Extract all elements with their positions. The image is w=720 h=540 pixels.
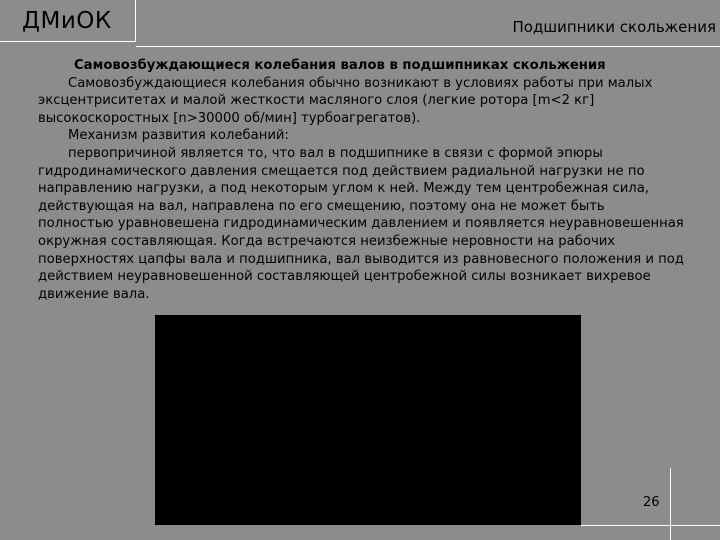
footer-vertical-divider xyxy=(670,468,671,540)
footer-divider xyxy=(581,525,720,526)
slide-content xyxy=(38,57,684,303)
video-frame[interactable] xyxy=(155,315,581,525)
header-divider xyxy=(136,46,720,47)
page-number: 26 xyxy=(643,495,660,510)
content-heading: Самовозбуждающиеся колебания валов в подшипниках скольжения xyxy=(74,58,606,73)
paragraph-intro: Самовозбуждающиеся колебания обычно возникают в условиях работы при малых эксцентриситетах и малой жесткости масляного слоя (легкие ротора [m<2 кг] высокоскоростных [n>30000 об/мин] турбоагрегатов). xyxy=(38,75,653,126)
paragraph-mechanism-label: Механизм развития колебаний: xyxy=(68,128,289,144)
slide-title: Подшипники скольжения xyxy=(512,18,716,36)
logo-title: ДМиОК xyxy=(0,0,136,42)
paragraph-mechanism: первопричиной является то, что вал в подшипнике в связи с формой эпюры гидродинамического давления смещается под действием радиальной нагрузки не по направлению нагрузки, а под некоторым углом к ней. Между тем центробежная сила, действующая на вал, направлена по его смещению, поэтому она не может быть полностью уравновешена гидродинамическим давлением и появляется неуравновешенная окружная составляющая. Когда встречаются неизбежные неровности на рабочих поверхностях цапфы вала и подшипника, вал выводится из равновесного положения и под действием неуравновешенной составляющей центробежной силы возникает вихревое движение вала. xyxy=(38,145,684,302)
